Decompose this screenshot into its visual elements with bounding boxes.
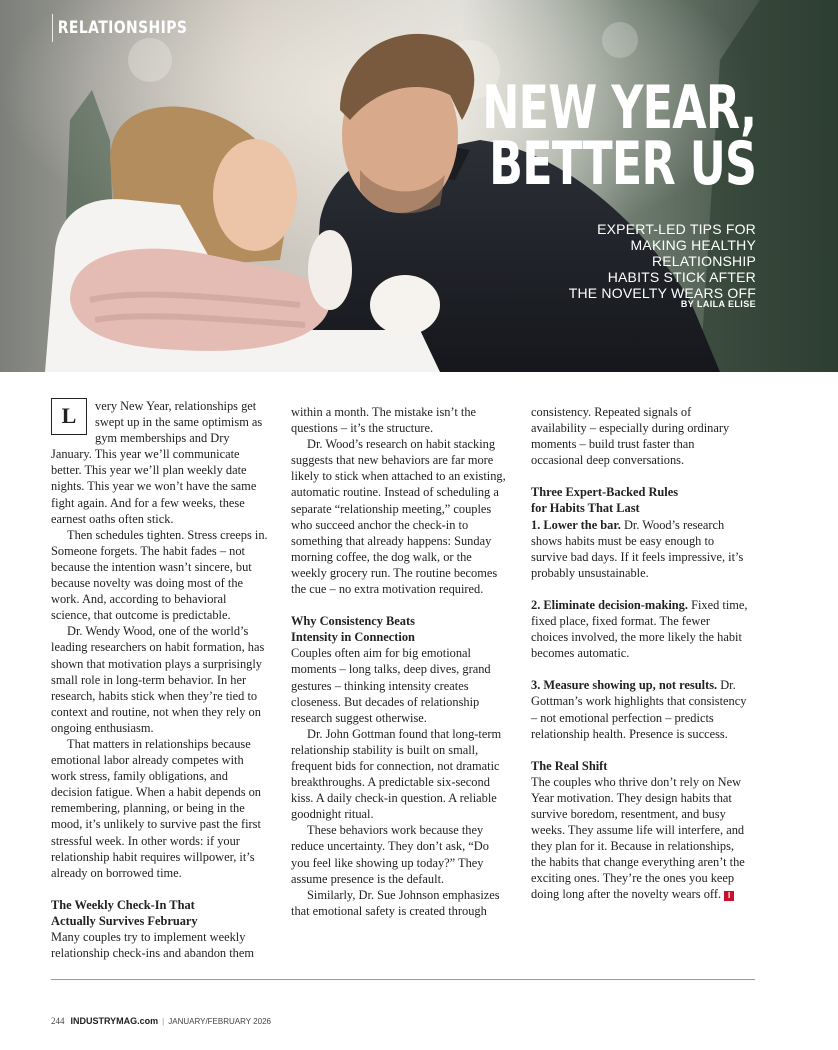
paragraph-text: The couples who thrive don’t rely on New Year motivation. They design habits that survive boredom, resentment, and busy weeks. They assume life will interfere, and they plan for it. Because in relationships, the habits that change everything aren’t the exciting ones. They’re the ones you keep doing long after the novelty wears off. [531, 774, 745, 902]
rule-text: Fixed time, fixed place, fixed format. The fewer choices involved, the more likely the habit becomes automatic. [531, 597, 748, 661]
paragraph: That matters in relationships because emotional labor already competes with work stress, family obligations, and decision fatigue. When a habit depends on remembering, planning, or being in the mood, it’s unlikely to survive past the first stressful week. In other words: if your relationship habit requires willpower, it’s already on borrowed time. [51, 736, 262, 880]
rule-paragraph [531, 677, 749, 741]
paragraph: Dr. Wood’s research on habit stacking suggests that new behaviors are far more likely to stick when attached to an existing, automatic routine. Instead of scheduling a separate “relationship meeting,” couples who succeed anchor the check-in to something that already happens: Sunday morning coffee, the dog walk, or the weekly grocery run. The routine becomes the cue – no extra motivation required. [291, 437, 506, 597]
paragraph: Couples often aim for big emotional moments – long talks, deep dives, grand gestures – thinking intensity creates closeness. But decades of relationship research suggest otherwise. [291, 646, 491, 725]
rule-title: 1. Lower the bar. [531, 517, 621, 532]
byline: BY LAILA ELISE [680, 299, 756, 309]
deck-line: HABITS STICK AFTER [607, 269, 756, 285]
deck-line: MAKING HEALTHY [630, 237, 756, 253]
article-column-2 [291, 404, 509, 919]
paragraph: These behaviors work because they reduce uncertainty. They don’t ask, “Do you feel like showing up today?” They assume presence is the default. [291, 823, 489, 886]
paragraph: Similarly, Dr. Sue Johnson emphasizes that emotional safety is created through [291, 887, 500, 918]
article-column-1 [51, 398, 269, 961]
rule-text: Dr. Wood’s research shows habits must be easy enough to survive bad days. If it feels impressive, it’s probably unsustainable. [531, 517, 744, 580]
headline-line: BETTER US [488, 129, 756, 199]
subheading: The Real Shift [531, 758, 608, 773]
subheading [51, 897, 269, 929]
rule-title: 2. Eliminate decision-making. [531, 597, 688, 612]
paragraph: Dr. Wendy Wood, one of the world’s leading researchers on habit formation, has shown that motivation plays a surprisingly small role in long-term behavior. In her research, habits stick when they’re tied to context and routine, not when they rely on ongoing enthusiasm. [51, 624, 265, 735]
headline-line: NEW YEAR, [482, 73, 756, 143]
issue-date: JANUARY/FEBRUARY 2026 [168, 1017, 271, 1026]
subheading-line: Intensity in Connection [291, 630, 415, 645]
rule-paragraph [531, 517, 749, 581]
site-name: INDUSTRYMAG.com [70, 1016, 159, 1026]
paragraph: within a month. The mistake isn’t the questions – it’s the structure. [291, 405, 477, 436]
rule-paragraph [531, 597, 749, 661]
paragraph: consistency. Repeated signals of availability – especially during ordinary moments – build trust faster than occasional deep conversations. [531, 405, 730, 468]
paragraph: very New Year, relationships get swept up in the same optimism as gym memberships and Dry January. This year we’ll communicate better. This year we’ll plan weekly date nights. This year we won’t have the same fight again. And for a few weeks, these earnest oaths often stick. [51, 399, 263, 526]
end-mark-icon: I [724, 891, 734, 901]
subheading-line: Actually Survives February [51, 913, 198, 928]
page-footer [51, 1016, 271, 1026]
paragraph: Dr. John Gottman found that long-term relationship stability is built on small, frequent bids for connection, not dramatic breakthroughs. A predictable six-second kiss. A daily check-in question. A reliable goodnight ritual. [291, 726, 502, 822]
deck-line: THE NOVELTY WEARS OFF [568, 285, 756, 301]
drop-cap: L [51, 398, 87, 435]
subheading-line: Why Consistency Beats [291, 614, 415, 629]
subheading-line: The Weekly Check-In That [51, 897, 195, 912]
page-number: 244 [51, 1016, 65, 1026]
section-label: RELATIONSHIPS [52, 14, 187, 42]
deck-line: RELATIONSHIP [651, 253, 756, 269]
rule-text: Dr. Gottman’s work highlights that consistency – not emotional perfection – predicts relationship health. Presence is success. [531, 678, 747, 741]
footer-rule [51, 979, 755, 980]
rule-title: 3. Measure showing up, not results. [531, 678, 718, 693]
footer-separator: | [162, 1017, 165, 1026]
paragraph: Then schedules tighten. Stress creeps in. Someone forgets. The habit fades – not because the intention wasn’t sincere, but because novelty was doing most of the work. And, according to behavioral science, that outcome is predictable. [51, 527, 268, 623]
deck [496, 221, 756, 301]
subheading-line: Three Expert-Backed Rules [531, 485, 679, 500]
paragraph: Many couples try to implement weekly relationship check-ins and abandon them [51, 930, 255, 961]
hero-banner [0, 0, 838, 372]
article-column-3 [531, 404, 749, 903]
subheading [531, 484, 749, 516]
headline [482, 73, 756, 199]
deck-line: EXPERT-LED TIPS FOR [597, 221, 756, 237]
subheading [291, 613, 509, 645]
paragraph [531, 774, 749, 903]
subheading-line: for Habits That Last [531, 501, 640, 516]
